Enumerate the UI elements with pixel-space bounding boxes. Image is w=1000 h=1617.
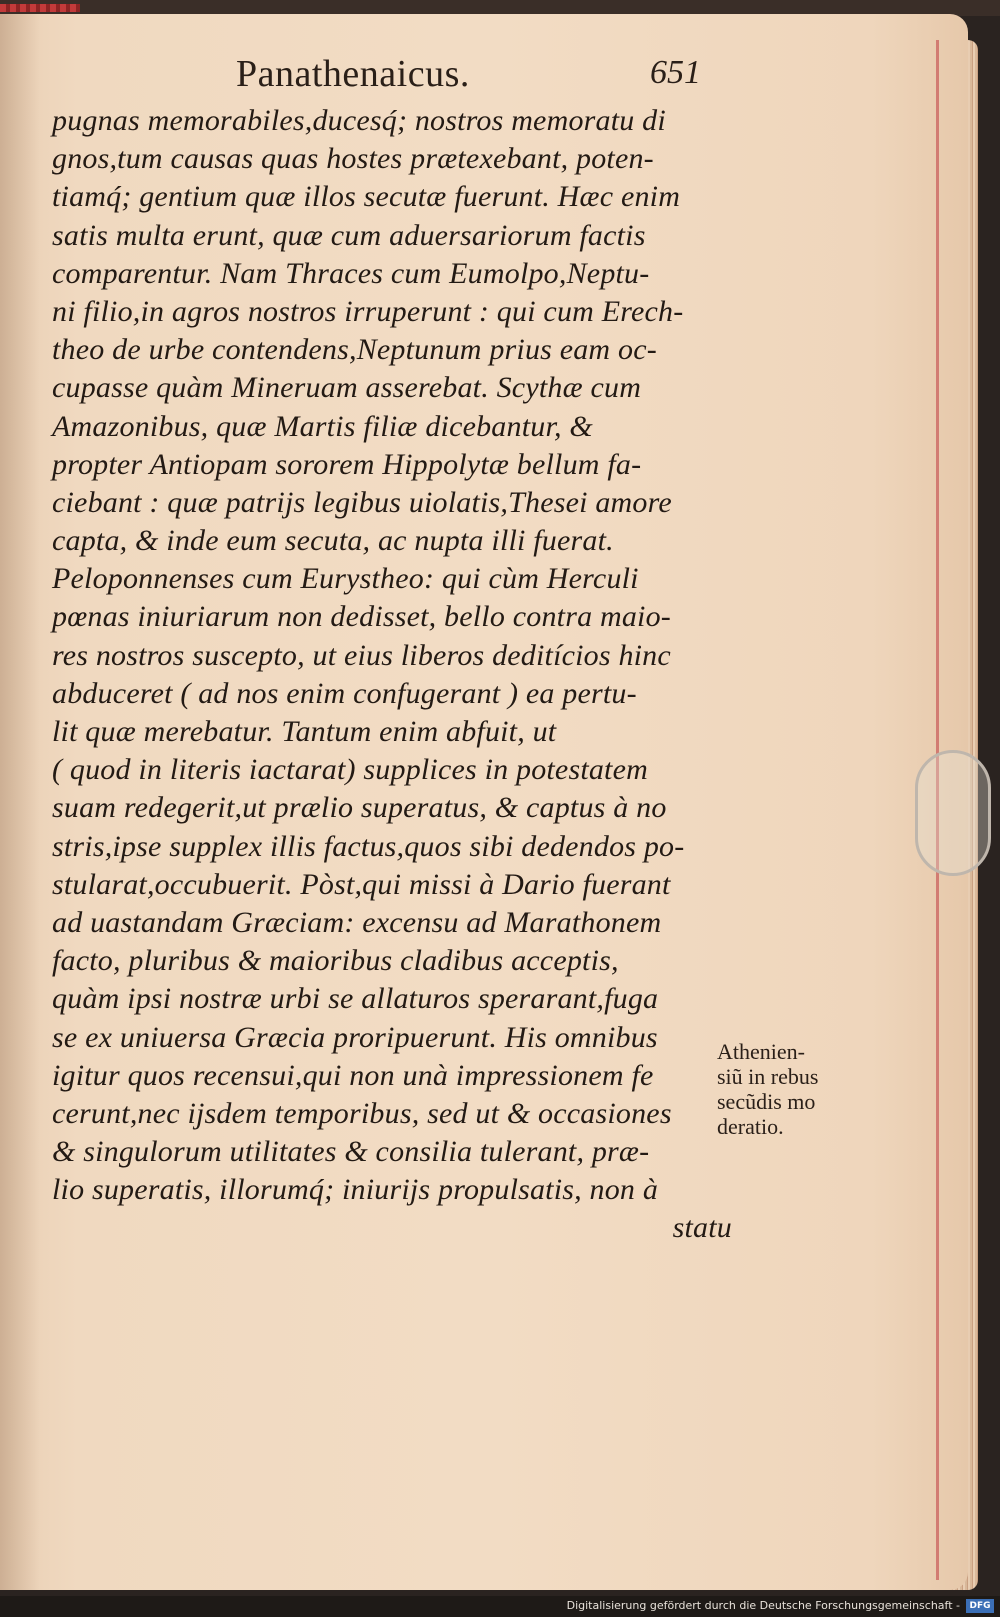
book-clasp bbox=[915, 750, 991, 876]
text-line: & singulorum utilitates & consilia tulerant, præ- bbox=[52, 1135, 650, 1169]
text-line: pugnas memorabiles,ducesq́; nostros memoratu di bbox=[52, 104, 666, 137]
text-line: propter Antiopam sororem Hippolytæ bellum fa- bbox=[52, 447, 642, 481]
text-line: abduceret ( ad nos enim confugerant ) ea pertu- bbox=[52, 676, 637, 710]
dfg-logo: DFG bbox=[966, 1599, 994, 1613]
text-line: comparentur. Nam Thraces cum Eumolpo,Neptu- bbox=[52, 256, 650, 290]
marginal-note-line: deratio. bbox=[717, 1114, 784, 1139]
text-line: lio superatis, illorumq́; iniurijs propulsatis, non à bbox=[52, 1173, 659, 1207]
body-text bbox=[52, 102, 732, 1248]
text-line: res nostros suscepto, ut eius liberos deditícios hinc bbox=[52, 638, 671, 672]
text-line: cupasse quàm Mineruam asserebat. Scythæ cum bbox=[52, 371, 642, 405]
text-line: suam redegerit,ut prælio superatus, & captus à no bbox=[52, 791, 667, 825]
text-line: Peloponnenses cum Eurystheo: qui cùm Herculi bbox=[52, 562, 639, 596]
text-line: theo de urbe contendens,Neptunum prius eam oc- bbox=[52, 333, 657, 367]
binding-thread bbox=[0, 4, 80, 12]
text-line: capta, & inde eum secuta, ac nupta illi fuerat. bbox=[52, 524, 614, 558]
text-line: stularat,occubuerit. Pòst,qui missi à Dario fuerant bbox=[52, 867, 671, 901]
text-line: tiamq́; gentium quæ illos secutæ fuerunt. Hæc enim bbox=[52, 180, 681, 214]
running-head: Panathenaicus. bbox=[236, 53, 470, 95]
text-line: facto, pluribus & maioribus cladibus acceptis, bbox=[52, 944, 619, 978]
text-line: se ex uniuersa Græcia proripuerunt. His omnibus bbox=[52, 1020, 658, 1054]
text-line: pœnas iniuriarum non dedisset, bello contra maio- bbox=[52, 600, 671, 634]
book-page bbox=[0, 14, 968, 1590]
marginal-note bbox=[717, 1039, 847, 1139]
text-line: igitur quos recensui,qui non unà impressionem fe bbox=[52, 1058, 654, 1092]
text-line: cerunt,nec ijsdem temporibus, sed ut & occasiones bbox=[52, 1096, 672, 1130]
text-line: ( quod in literis iactarat) supplices in potestatem bbox=[52, 753, 648, 787]
page-number: 651 bbox=[650, 54, 701, 91]
footer-bar bbox=[0, 1596, 1000, 1617]
text-line: Amazonibus, quæ Martis filiæ dicebantur, & bbox=[52, 409, 593, 443]
text-line: satis multa erunt, quæ cum aduersariorum factis bbox=[52, 218, 646, 252]
funding-credit: Digitalisierung gefördert durch die Deutsche Forschungsgemeinschaft - bbox=[566, 1599, 960, 1612]
marginal-note-line: siũ in rebus bbox=[717, 1064, 819, 1089]
text-line: ciebant : quæ patrijs legibus uiolatis,Thesei amore bbox=[52, 485, 672, 519]
text-line: gnos,tum causas quas hostes prætexebant, poten- bbox=[52, 142, 654, 176]
marginal-note-line: Athenien- bbox=[717, 1039, 805, 1064]
catchword: statu bbox=[672, 1211, 732, 1245]
text-line: lit quæ merebatur. Tantum enim abfuit, ut bbox=[52, 715, 557, 748]
text-line: ad uastandam Græciam: excensu ad Marathonem bbox=[52, 905, 662, 939]
text-line: stris,ipse supplex illis factus,quos sibi dedendos po- bbox=[52, 829, 685, 863]
text-line: ni filio,in agros nostros irruperunt : qui cum Erech- bbox=[52, 294, 684, 328]
text-line: quàm ipsi nostræ urbi se allaturos sperarant,fuga bbox=[52, 982, 659, 1016]
marginal-note-line: secũdis mo bbox=[717, 1089, 816, 1114]
